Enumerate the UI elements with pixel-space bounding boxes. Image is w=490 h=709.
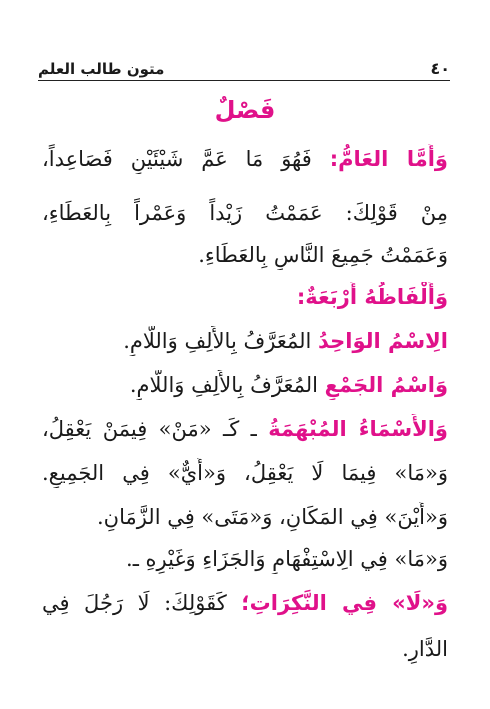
line-text: فَهُوَ مَا عَمَّ شَيْئَيْنِ فَصَاعِداً، [42,147,330,171]
book-title: متون طالب العلم [38,60,165,78]
line-text: كَقَوْلِكَ: لَا رَجُلَ فِي [42,591,242,615]
term-heading: الِاسْمُ الوَاحِدُ [318,329,448,353]
line-text: وَ«مَا» فِيمَا لَا يَعْقِلُ، وَ«أَيٌّ» فِي الجَمِيعِ. [42,461,448,485]
term-heading: وَالأَسْمَاءُ المُبْهَمَةُ [268,417,448,441]
text-line-1 [42,144,448,174]
text-line-10 [42,544,448,574]
term-heading: وَ«لَا» فِي النَّكِرَاتِ؛ [241,591,448,615]
text-line-2 [42,198,448,228]
text-line-3 [42,240,448,270]
running-header [38,56,450,78]
line-text: ـ كَـ «مَنْ» فِيمَنْ يَعْقِلُ، [42,417,269,441]
page-number: ٤٠ [430,59,450,78]
text-line-12 [42,634,448,664]
text-line-9 [42,502,448,532]
line-text: وَعَمَمْتُ جَمِيعَ النَّاسِ بِالعَطَاءِ. [198,243,448,267]
line-text: الدَّارِ. [402,637,448,661]
text-line-4 [42,282,448,312]
header-rule [38,80,450,81]
term-heading: وَاسْمُ الجَمْعِ [324,373,448,397]
text-line-7 [42,414,448,444]
text-line-8 [42,458,448,488]
line-text: وَ«أَيْنَ» فِي المَكَانِ، وَ«مَتَى» فِي الزَّمَانِ. [96,505,448,529]
section-title: فَصْلٌ [214,96,276,124]
line-text: المُعَرَّفُ بِالأَلِفِ وَاللَّامِ. [123,329,319,353]
text-line-5 [42,326,448,356]
line-text: وَ«مَا» فِي الِاسْتِفْهَامِ وَالجَزَاءِ وَغَيْرِهِ ـ. [126,547,448,571]
text-line-6 [42,370,448,400]
line-text: المُعَرَّفُ بِالأَلِفِ وَاللَّامِ. [129,373,325,397]
text-line-11 [42,588,448,618]
term-heading: وَأَمَّا العَامُّ: [329,147,448,171]
term-heading: وَأَلْفَاظُهُ أَرْبَعَةٌ: [296,285,448,309]
line-text: مِنْ قَوْلِكَ: عَمَمْتُ زَيْداً وَعَمْراً بِالعَطَاءِ، [42,201,448,225]
